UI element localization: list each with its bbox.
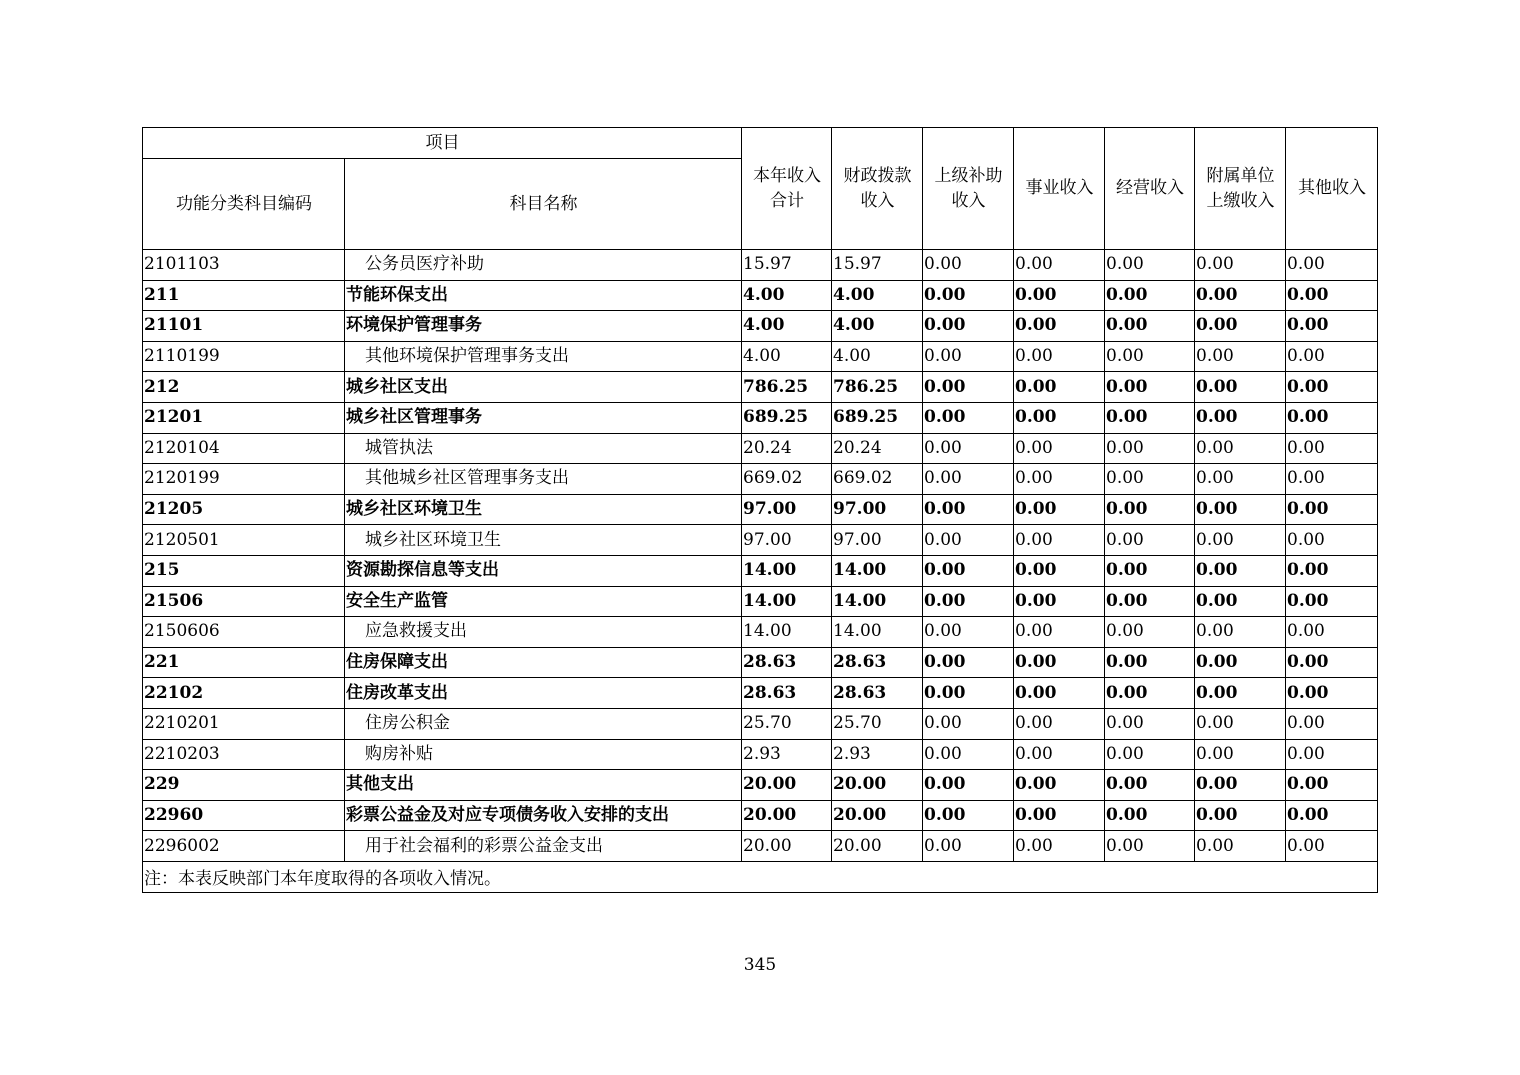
row-value: 0.00 <box>1286 402 1378 433</box>
row-value: 0.00 <box>1105 433 1195 464</box>
row-value: 20.24 <box>832 433 923 464</box>
row-value: 0.00 <box>1014 525 1105 556</box>
row-name: 其他城乡社区管理事务支出 <box>345 464 742 495</box>
row-value: 4.00 <box>742 341 832 372</box>
row-name: 城乡社区环境卫生 <box>345 525 742 556</box>
header-operating: 经营收入 <box>1105 128 1195 250</box>
row-value: 0.00 <box>1105 831 1195 862</box>
row-value: 0.00 <box>1105 708 1195 739</box>
row-value: 0.00 <box>1105 739 1195 770</box>
row-value: 0.00 <box>1014 280 1105 311</box>
header-total: 本年收入 合计 <box>742 128 832 250</box>
row-name: 节能环保支出 <box>345 280 742 311</box>
row-value: 0.00 <box>1105 494 1195 525</box>
row-code: 2120501 <box>143 525 345 556</box>
row-value: 0.00 <box>1014 708 1105 739</box>
row-value: 0.00 <box>1014 311 1105 342</box>
row-value: 20.00 <box>832 831 923 862</box>
header-other: 其他收入 <box>1286 128 1378 250</box>
table-row <box>143 586 1378 617</box>
row-value: 0.00 <box>1286 678 1378 709</box>
row-value: 0.00 <box>1014 341 1105 372</box>
header-fiscal: 财政拨款 收入 <box>832 128 923 250</box>
row-value: 0.00 <box>923 433 1014 464</box>
row-name: 城乡社区支出 <box>345 372 742 403</box>
row-value: 0.00 <box>1014 831 1105 862</box>
row-value: 0.00 <box>1195 617 1286 648</box>
row-value: 2.93 <box>742 739 832 770</box>
header-superior: 上级补助 收入 <box>923 128 1014 250</box>
row-name: 彩票公益金及对应专项债务收入安排的支出 <box>345 800 742 831</box>
row-value: 0.00 <box>1286 250 1378 281</box>
row-value: 0.00 <box>1014 494 1105 525</box>
row-value: 0.00 <box>1105 250 1195 281</box>
row-value: 0.00 <box>1286 708 1378 739</box>
table-note: 注：本表反映部门本年度取得的各项收入情况。 <box>143 861 1378 892</box>
row-code: 2101103 <box>143 250 345 281</box>
row-code: 2120199 <box>143 464 345 495</box>
table-row <box>143 525 1378 556</box>
row-value: 0.00 <box>923 525 1014 556</box>
row-code: 212 <box>143 372 345 403</box>
table-row <box>143 250 1378 281</box>
table-row <box>143 647 1378 678</box>
row-value: 0.00 <box>1014 464 1105 495</box>
row-value: 20.00 <box>742 770 832 801</box>
row-value: 0.00 <box>1105 617 1195 648</box>
row-name: 住房保障支出 <box>345 647 742 678</box>
row-value: 786.25 <box>832 372 923 403</box>
row-name: 城乡社区管理事务 <box>345 402 742 433</box>
row-value: 0.00 <box>1195 555 1286 586</box>
row-value: 669.02 <box>742 464 832 495</box>
row-name: 城乡社区环境卫生 <box>345 494 742 525</box>
row-value: 0.00 <box>1286 647 1378 678</box>
row-value: 0.00 <box>1195 678 1286 709</box>
row-value: 0.00 <box>923 800 1014 831</box>
row-value: 786.25 <box>742 372 832 403</box>
row-value: 0.00 <box>1014 555 1105 586</box>
row-value: 0.00 <box>1105 341 1195 372</box>
row-value: 0.00 <box>1195 831 1286 862</box>
row-value: 0.00 <box>923 341 1014 372</box>
row-value: 28.63 <box>832 678 923 709</box>
row-value: 0.00 <box>923 708 1014 739</box>
row-value: 28.63 <box>742 678 832 709</box>
row-code: 2210201 <box>143 708 345 739</box>
row-value: 0.00 <box>1286 464 1378 495</box>
row-value: 0.00 <box>1195 311 1286 342</box>
row-value: 0.00 <box>923 617 1014 648</box>
row-value: 0.00 <box>1105 280 1195 311</box>
row-value: 25.70 <box>742 708 832 739</box>
row-value: 0.00 <box>1286 770 1378 801</box>
row-code: 2296002 <box>143 831 345 862</box>
row-value: 0.00 <box>1105 311 1195 342</box>
table-row <box>143 311 1378 342</box>
table-row <box>143 831 1378 862</box>
row-value: 20.00 <box>832 800 923 831</box>
row-value: 0.00 <box>1014 586 1105 617</box>
row-name: 公务员医疗补助 <box>345 250 742 281</box>
row-value: 0.00 <box>1105 464 1195 495</box>
row-value: 20.24 <box>742 433 832 464</box>
row-value: 20.00 <box>832 770 923 801</box>
row-value: 689.25 <box>832 402 923 433</box>
table-row <box>143 708 1378 739</box>
row-value: 4.00 <box>832 280 923 311</box>
row-value: 0.00 <box>1014 250 1105 281</box>
row-value: 0.00 <box>1014 372 1105 403</box>
row-name: 城管执法 <box>345 433 742 464</box>
table-row <box>143 617 1378 648</box>
row-value: 0.00 <box>923 770 1014 801</box>
row-name: 购房补贴 <box>345 739 742 770</box>
row-code: 211 <box>143 280 345 311</box>
row-value: 0.00 <box>923 586 1014 617</box>
table-row <box>143 402 1378 433</box>
row-value: 0.00 <box>1195 800 1286 831</box>
row-name: 资源勘探信息等支出 <box>345 555 742 586</box>
row-value: 0.00 <box>923 402 1014 433</box>
row-value: 20.00 <box>742 831 832 862</box>
row-value: 0.00 <box>1105 770 1195 801</box>
table-row <box>143 739 1378 770</box>
row-code: 221 <box>143 647 345 678</box>
row-name: 住房公积金 <box>345 708 742 739</box>
row-value: 20.00 <box>742 800 832 831</box>
header-name: 科目名称 <box>345 159 742 250</box>
row-value: 0.00 <box>1286 341 1378 372</box>
row-value: 0.00 <box>1286 494 1378 525</box>
row-value: 0.00 <box>1286 280 1378 311</box>
row-value: 0.00 <box>1105 800 1195 831</box>
row-value: 0.00 <box>1105 402 1195 433</box>
row-code: 22960 <box>143 800 345 831</box>
row-value: 0.00 <box>1195 464 1286 495</box>
row-value: 0.00 <box>923 647 1014 678</box>
row-value: 0.00 <box>923 250 1014 281</box>
row-value: 97.00 <box>742 525 832 556</box>
table-row <box>143 341 1378 372</box>
row-value: 0.00 <box>1195 402 1286 433</box>
row-value: 0.00 <box>1286 555 1378 586</box>
row-value: 14.00 <box>832 617 923 648</box>
row-value: 0.00 <box>1195 770 1286 801</box>
row-value: 0.00 <box>923 494 1014 525</box>
row-value: 0.00 <box>923 678 1014 709</box>
row-code: 229 <box>143 770 345 801</box>
table-row <box>143 678 1378 709</box>
row-name: 环境保护管理事务 <box>345 311 742 342</box>
row-code: 2110199 <box>143 341 345 372</box>
table-row <box>143 800 1378 831</box>
row-value: 0.00 <box>1195 433 1286 464</box>
row-value: 0.00 <box>1195 708 1286 739</box>
page-number: 345 <box>743 955 777 975</box>
row-value: 0.00 <box>1195 280 1286 311</box>
row-value: 14.00 <box>742 586 832 617</box>
table-row <box>143 372 1378 403</box>
row-value: 0.00 <box>1286 800 1378 831</box>
row-value: 28.63 <box>832 647 923 678</box>
row-name: 应急救援支出 <box>345 617 742 648</box>
income-table <box>142 127 1378 893</box>
row-value: 97.00 <box>832 525 923 556</box>
header-code: 功能分类科目编码 <box>143 159 345 250</box>
row-value: 2.93 <box>832 739 923 770</box>
row-value: 0.00 <box>1286 739 1378 770</box>
row-name: 其他环境保护管理事务支出 <box>345 341 742 372</box>
row-value: 15.97 <box>832 250 923 281</box>
row-value: 14.00 <box>832 555 923 586</box>
row-value: 0.00 <box>1014 739 1105 770</box>
table-row <box>143 464 1378 495</box>
table-row <box>143 555 1378 586</box>
row-value: 0.00 <box>1195 586 1286 617</box>
row-value: 0.00 <box>1286 525 1378 556</box>
row-value: 669.02 <box>832 464 923 495</box>
row-value: 0.00 <box>1195 494 1286 525</box>
row-value: 4.00 <box>742 311 832 342</box>
row-value: 0.00 <box>1195 647 1286 678</box>
row-value: 0.00 <box>1286 433 1378 464</box>
row-value: 14.00 <box>742 555 832 586</box>
row-code: 22102 <box>143 678 345 709</box>
row-value: 0.00 <box>1105 525 1195 556</box>
row-value: 14.00 <box>832 586 923 617</box>
row-name: 其他支出 <box>345 770 742 801</box>
row-code: 2210203 <box>143 739 345 770</box>
row-value: 0.00 <box>1286 311 1378 342</box>
row-value: 0.00 <box>1286 586 1378 617</box>
header-affiliated: 附属单位 上缴收入 <box>1195 128 1286 250</box>
row-value: 0.00 <box>1105 372 1195 403</box>
row-value: 4.00 <box>832 341 923 372</box>
row-value: 0.00 <box>1105 586 1195 617</box>
row-value: 0.00 <box>1014 678 1105 709</box>
row-value: 0.00 <box>1195 739 1286 770</box>
table-row <box>143 280 1378 311</box>
row-value: 4.00 <box>832 311 923 342</box>
row-value: 0.00 <box>923 372 1014 403</box>
row-name: 住房改革支出 <box>345 678 742 709</box>
row-value: 0.00 <box>1286 831 1378 862</box>
row-value: 28.63 <box>742 647 832 678</box>
row-name: 安全生产监管 <box>345 586 742 617</box>
row-name: 用于社会福利的彩票公益金支出 <box>345 831 742 862</box>
row-code: 21506 <box>143 586 345 617</box>
row-code: 21205 <box>143 494 345 525</box>
row-value: 0.00 <box>1014 402 1105 433</box>
row-code: 215 <box>143 555 345 586</box>
row-value: 0.00 <box>1195 341 1286 372</box>
row-value: 0.00 <box>923 280 1014 311</box>
row-value: 0.00 <box>923 464 1014 495</box>
row-code: 21101 <box>143 311 345 342</box>
row-value: 0.00 <box>923 555 1014 586</box>
header-project: 项目 <box>143 128 742 159</box>
row-value: 0.00 <box>923 739 1014 770</box>
row-value: 0.00 <box>1105 678 1195 709</box>
row-value: 0.00 <box>1014 617 1105 648</box>
row-value: 25.70 <box>832 708 923 739</box>
row-value: 0.00 <box>1286 617 1378 648</box>
row-code: 21201 <box>143 402 345 433</box>
header-business: 事业收入 <box>1014 128 1105 250</box>
row-code: 2150606 <box>143 617 345 648</box>
row-value: 0.00 <box>1286 372 1378 403</box>
row-value: 0.00 <box>1014 647 1105 678</box>
note-row <box>143 861 1378 892</box>
row-value: 0.00 <box>1014 800 1105 831</box>
row-value: 0.00 <box>1195 525 1286 556</box>
table-row <box>143 494 1378 525</box>
row-value: 14.00 <box>742 617 832 648</box>
table-row <box>143 433 1378 464</box>
row-value: 15.97 <box>742 250 832 281</box>
row-value: 0.00 <box>1014 770 1105 801</box>
row-value: 689.25 <box>742 402 832 433</box>
row-value: 0.00 <box>1105 555 1195 586</box>
row-value: 0.00 <box>1014 433 1105 464</box>
row-value: 0.00 <box>1105 647 1195 678</box>
row-value: 97.00 <box>742 494 832 525</box>
row-value: 0.00 <box>923 831 1014 862</box>
table-row <box>143 770 1378 801</box>
row-value: 0.00 <box>1195 372 1286 403</box>
row-value: 0.00 <box>1195 250 1286 281</box>
row-value: 97.00 <box>832 494 923 525</box>
row-value: 0.00 <box>923 311 1014 342</box>
row-value: 4.00 <box>742 280 832 311</box>
row-code: 2120104 <box>143 433 345 464</box>
